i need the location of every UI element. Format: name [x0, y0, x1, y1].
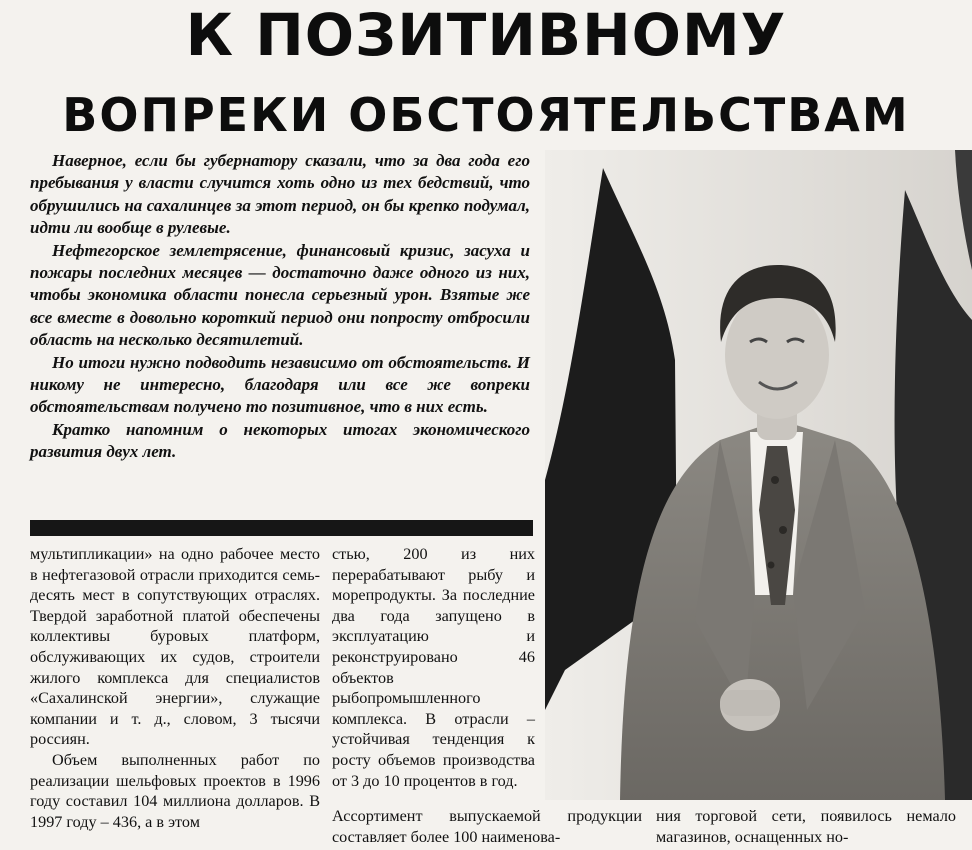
lead-paragraph-4: Кратко напомним о некоторых итогах экономического развития двух лет. — [30, 419, 530, 462]
lead-paragraph-2: Нефтегорское землетрясение, финансовый кризис, засуха и пожары последних месяцев — достаточно даже одного из них, чтобы экономика области понесла серьезный урон. Взятые же все вместе в довольно короткий период они попросту отбросили область на несколько десятилетий. — [30, 240, 530, 350]
headline-line-2: ВОПРЕКИ ОБСТОЯТЕЛЬСТВАМ — [62, 88, 910, 142]
lead-paragraph-3: Но итоги нужно подводить независимо от обстоятельств. И никому не интересно, благодаря или все же вопреки обстоятельствам получено то позитивное, что в них есть. — [30, 352, 530, 417]
column-4-paragraph-1: ния торговой сети, появилось немало магазинов, оснащенных но- — [656, 807, 956, 846]
article-column-1 — [30, 544, 320, 832]
headline-line-1: К ПОЗИТИВНОМУ — [185, 1, 787, 69]
lead-intro — [30, 150, 530, 464]
article-column-2 — [332, 544, 535, 791]
column-1-paragraph-1: мультипликации» на одно рабочее место в нефтегазовой отрасли приходится семь-десять мест в сопутствующих отраслях. Твердой заработной платой обеспечены коллективы буровых платформ, обслуживающих их судов, строители жилого комплекса для специалистов «Сахалинской энергии», служащие компании и т. д., словом, 3 тысячи россиян. — [30, 545, 320, 749]
column-1-paragraph-2: Объем выполненных работ по реализации шельфовых проектов в 1996 году составил 104 миллиона долларов. В 1997 году – 436, а в этом — [30, 750, 320, 831]
article-column-4-start — [656, 806, 956, 847]
lead-paragraph-1: Наверное, если бы губернатору сказали, что за два года его пребывания у власти случится хоть одно из тех бедствий, что обрушились на сахалинцев за этот период, он бы крепко подумал, идти ли вообще в рулевые. — [30, 151, 530, 238]
column-2-paragraph-1: стью, 200 из них перерабатывают рыбу и морепродукты. За последние два года запущено в эксплуатацию и реконструировано 46 объектов рыбопромышленного комплекса. В отрасли – устойчивая тенденция к росту объемов производства от 3 до 10 процентов в год. — [332, 545, 535, 790]
article-column-3-start — [332, 806, 642, 847]
portrait-photo — [545, 150, 972, 800]
column-3-paragraph-1: Ассортимент выпускаемой продукции составляет более 100 наименова- — [332, 807, 642, 846]
section-divider-bar — [30, 520, 533, 536]
man-in-suit-illustration — [545, 150, 972, 800]
